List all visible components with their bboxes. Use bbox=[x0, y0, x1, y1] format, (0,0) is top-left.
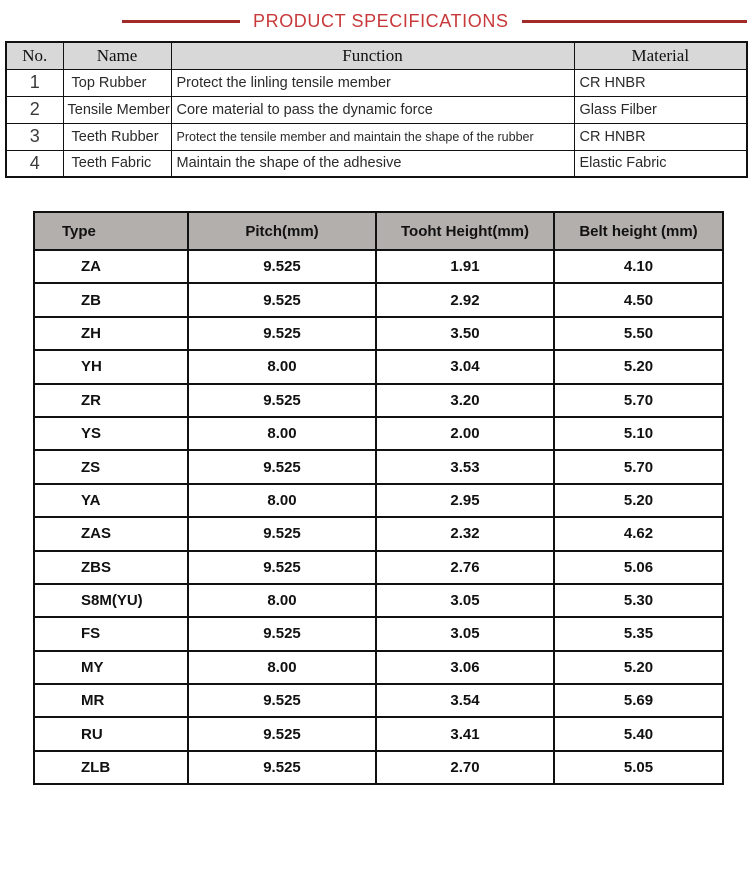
table-row bbox=[34, 484, 723, 517]
spec-table bbox=[5, 41, 748, 178]
spec-cell-no: 2 bbox=[6, 96, 63, 123]
dim-header-row bbox=[34, 212, 723, 250]
dim-cell-tooth-height: 3.54 bbox=[376, 684, 554, 717]
dim-cell-tooth-height: 2.92 bbox=[376, 283, 554, 316]
table-row bbox=[34, 551, 723, 584]
table-row bbox=[34, 751, 723, 784]
dim-cell-belt-height: 5.20 bbox=[554, 484, 723, 517]
spec-cell-function: Protect the linling tensile member bbox=[171, 69, 574, 96]
dim-cell-belt-height: 5.20 bbox=[554, 651, 723, 684]
dim-cell-pitch: 9.525 bbox=[188, 617, 376, 650]
spec-cell-name: Tensile Member bbox=[63, 96, 171, 123]
page-title-row bbox=[122, 9, 747, 33]
spec-cell-material: Elastic Fabric bbox=[574, 150, 747, 177]
table-row bbox=[34, 384, 723, 417]
dim-cell-pitch: 9.525 bbox=[188, 684, 376, 717]
dim-cell-type: ZB bbox=[34, 283, 188, 316]
dim-cell-belt-height: 5.06 bbox=[554, 551, 723, 584]
dim-cell-type: YA bbox=[34, 484, 188, 517]
dim-cell-belt-height: 5.40 bbox=[554, 717, 723, 750]
dim-col-tooth-height: Tooht Height(mm) bbox=[376, 212, 554, 250]
table-row bbox=[6, 69, 747, 96]
dimension-table-header bbox=[34, 212, 723, 250]
spec-col-function: Function bbox=[171, 42, 574, 69]
dim-cell-belt-height: 5.30 bbox=[554, 584, 723, 617]
dim-cell-tooth-height: 2.00 bbox=[376, 417, 554, 450]
table-row bbox=[6, 150, 747, 177]
spec-cell-name: Teeth Fabric bbox=[63, 150, 171, 177]
table-row bbox=[6, 96, 747, 123]
dim-cell-tooth-height: 3.20 bbox=[376, 384, 554, 417]
dim-cell-type: ZR bbox=[34, 384, 188, 417]
dimension-table-body bbox=[34, 250, 723, 784]
dim-cell-pitch: 9.525 bbox=[188, 450, 376, 483]
dim-cell-tooth-height: 2.76 bbox=[376, 551, 554, 584]
dim-cell-pitch: 9.525 bbox=[188, 517, 376, 550]
table-row bbox=[34, 417, 723, 450]
table-row bbox=[34, 651, 723, 684]
dim-cell-pitch: 8.00 bbox=[188, 584, 376, 617]
dim-cell-pitch: 9.525 bbox=[188, 283, 376, 316]
dim-cell-tooth-height: 2.32 bbox=[376, 517, 554, 550]
spec-cell-function: Protect the tensile member and maintain the shape of the rubber bbox=[171, 123, 574, 150]
dim-cell-type: RU bbox=[34, 717, 188, 750]
dim-cell-type: ZAS bbox=[34, 517, 188, 550]
dim-cell-pitch: 9.525 bbox=[188, 317, 376, 350]
dim-cell-belt-height: 4.62 bbox=[554, 517, 723, 550]
dim-cell-belt-height: 4.10 bbox=[554, 250, 723, 283]
table-row bbox=[6, 123, 747, 150]
dim-cell-type: YS bbox=[34, 417, 188, 450]
dim-cell-type: ZS bbox=[34, 450, 188, 483]
page-title: PRODUCT SPECIFICATIONS bbox=[253, 10, 509, 31]
dim-cell-type: MY bbox=[34, 651, 188, 684]
table-row bbox=[34, 717, 723, 750]
dim-cell-belt-height: 5.10 bbox=[554, 417, 723, 450]
dim-cell-pitch: 8.00 bbox=[188, 651, 376, 684]
dim-cell-pitch: 9.525 bbox=[188, 250, 376, 283]
spec-col-name: Name bbox=[63, 42, 171, 69]
dim-cell-pitch: 8.00 bbox=[188, 417, 376, 450]
dim-cell-tooth-height: 3.04 bbox=[376, 350, 554, 383]
dim-cell-type: ZH bbox=[34, 317, 188, 350]
dim-cell-type: ZBS bbox=[34, 551, 188, 584]
dim-cell-belt-height: 5.70 bbox=[554, 450, 723, 483]
dimension-table bbox=[33, 211, 724, 785]
title-rule-left bbox=[122, 20, 240, 23]
dim-cell-type: YH bbox=[34, 350, 188, 383]
table-row bbox=[34, 317, 723, 350]
dim-col-belt-height: Belt height (mm) bbox=[554, 212, 723, 250]
dim-cell-pitch: 8.00 bbox=[188, 350, 376, 383]
spec-col-no: No. bbox=[6, 42, 63, 69]
table-row bbox=[34, 450, 723, 483]
spec-cell-no: 3 bbox=[6, 123, 63, 150]
spec-cell-function: Maintain the shape of the adhesive bbox=[171, 150, 574, 177]
spec-cell-name: Top Rubber bbox=[63, 69, 171, 96]
dim-cell-type: S8M(YU) bbox=[34, 584, 188, 617]
table-row bbox=[34, 350, 723, 383]
dim-col-pitch: Pitch(mm) bbox=[188, 212, 376, 250]
dim-cell-tooth-height: 2.70 bbox=[376, 751, 554, 784]
spec-cell-no: 4 bbox=[6, 150, 63, 177]
dim-cell-tooth-height: 3.50 bbox=[376, 317, 554, 350]
dim-cell-pitch: 9.525 bbox=[188, 751, 376, 784]
spec-cell-function: Core material to pass the dynamic force bbox=[171, 96, 574, 123]
table-row bbox=[34, 517, 723, 550]
dim-cell-tooth-height: 3.53 bbox=[376, 450, 554, 483]
dim-cell-belt-height: 5.69 bbox=[554, 684, 723, 717]
dim-cell-belt-height: 4.50 bbox=[554, 283, 723, 316]
dim-cell-tooth-height: 3.06 bbox=[376, 651, 554, 684]
table-row bbox=[34, 584, 723, 617]
dim-cell-pitch: 9.525 bbox=[188, 717, 376, 750]
dim-cell-tooth-height: 2.95 bbox=[376, 484, 554, 517]
table-row bbox=[34, 283, 723, 316]
dim-cell-type: ZLB bbox=[34, 751, 188, 784]
table-row bbox=[34, 617, 723, 650]
dim-cell-tooth-height: 3.41 bbox=[376, 717, 554, 750]
dim-cell-type: ZA bbox=[34, 250, 188, 283]
dim-cell-belt-height: 5.05 bbox=[554, 751, 723, 784]
dim-cell-belt-height: 5.35 bbox=[554, 617, 723, 650]
dim-cell-belt-height: 5.20 bbox=[554, 350, 723, 383]
spec-cell-name: Teeth Rubber bbox=[63, 123, 171, 150]
title-rule-right bbox=[522, 20, 747, 23]
table-row bbox=[34, 250, 723, 283]
dim-cell-pitch: 9.525 bbox=[188, 551, 376, 584]
spec-cell-material: Glass Filber bbox=[574, 96, 747, 123]
spec-cell-material: CR HNBR bbox=[574, 69, 747, 96]
spec-cell-material: CR HNBR bbox=[574, 123, 747, 150]
dim-cell-tooth-height: 1.91 bbox=[376, 250, 554, 283]
dim-cell-tooth-height: 3.05 bbox=[376, 617, 554, 650]
spec-table-body bbox=[6, 69, 747, 177]
dim-cell-belt-height: 5.50 bbox=[554, 317, 723, 350]
dim-cell-tooth-height: 3.05 bbox=[376, 584, 554, 617]
dim-col-type: Type bbox=[34, 212, 188, 250]
dim-cell-type: FS bbox=[34, 617, 188, 650]
dim-cell-type: MR bbox=[34, 684, 188, 717]
dim-cell-pitch: 8.00 bbox=[188, 484, 376, 517]
spec-cell-no: 1 bbox=[6, 69, 63, 96]
dim-cell-belt-height: 5.70 bbox=[554, 384, 723, 417]
spec-header-row bbox=[6, 42, 747, 69]
spec-col-material: Material bbox=[574, 42, 747, 69]
table-row bbox=[34, 684, 723, 717]
dim-cell-pitch: 9.525 bbox=[188, 384, 376, 417]
spec-table-header bbox=[6, 42, 747, 69]
